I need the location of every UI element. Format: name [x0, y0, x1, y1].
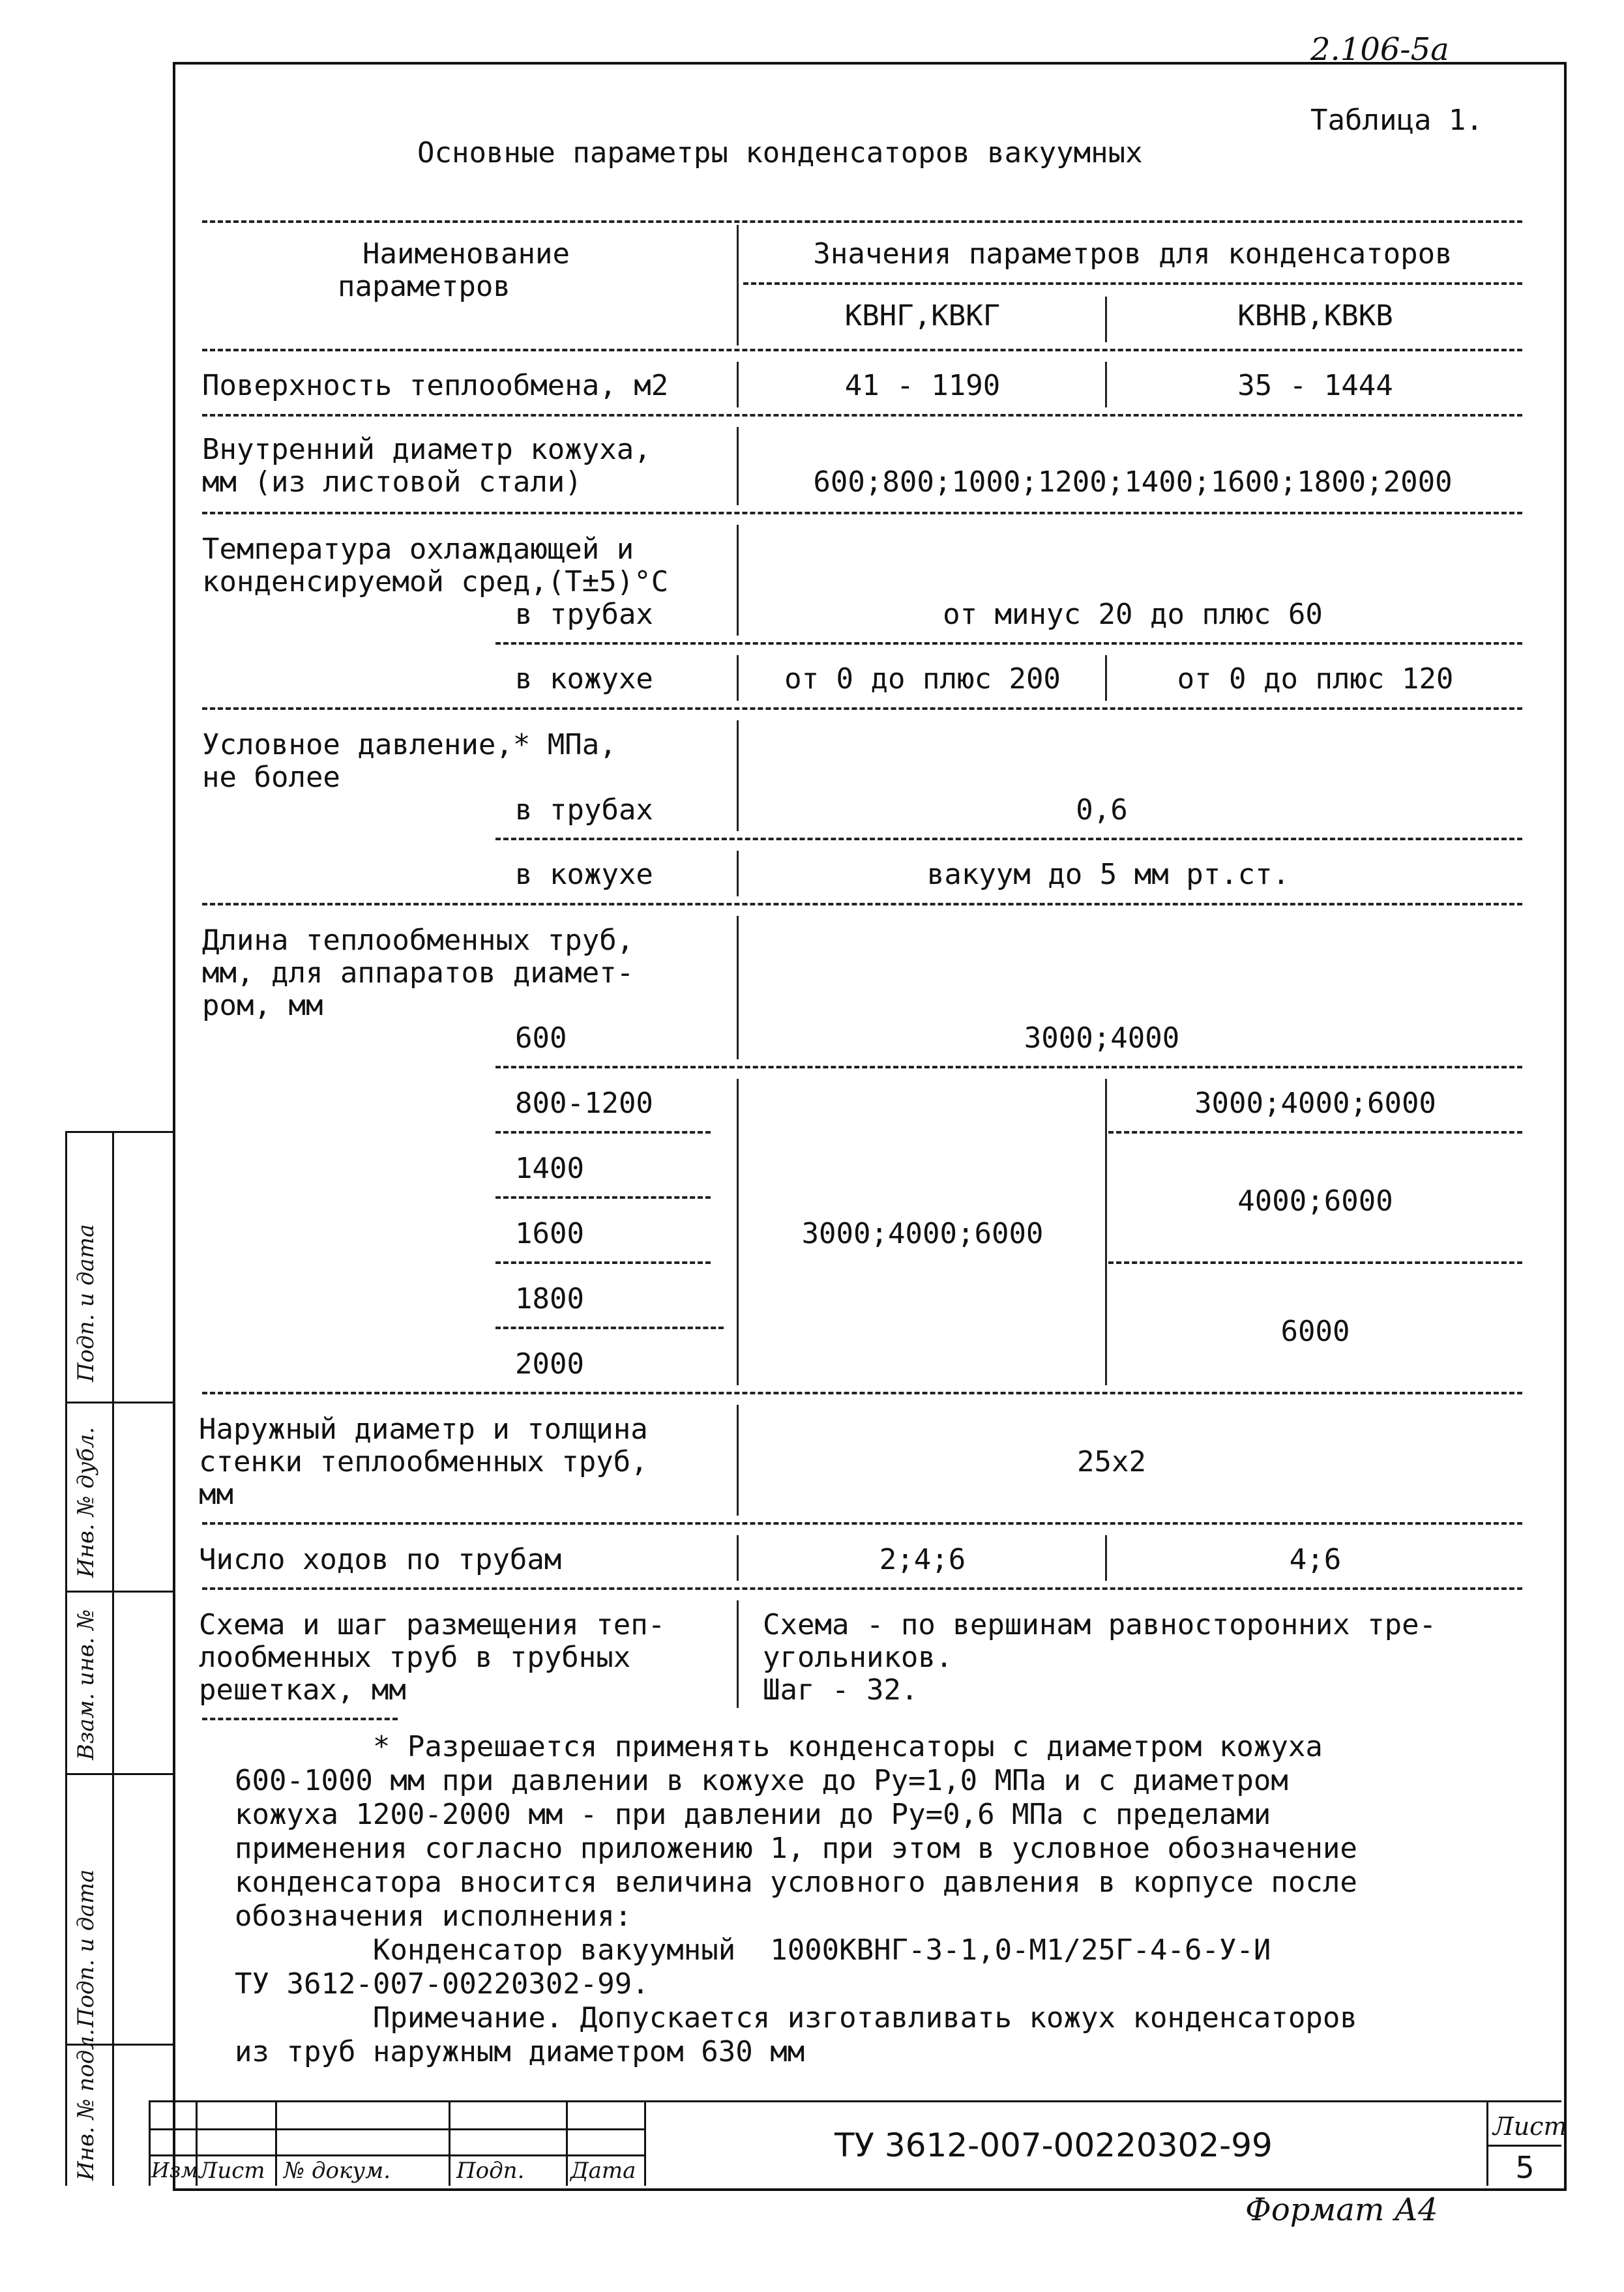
table-title: Основные параметры конденсаторов вакуумных	[417, 136, 1143, 169]
rule-len-600	[495, 1066, 1522, 1068]
surface-a: 41 - 1190	[844, 369, 1001, 402]
scheme-name-3: решетках, мм	[199, 1673, 406, 1707]
stamp-code: ТУ 3612-007-00220302-99	[834, 2126, 1273, 2164]
side-label-vzam-inv: Взам. инв. №	[73, 1609, 99, 1760]
rule-scheme-end	[202, 1718, 398, 1720]
col-divider-diameter	[737, 427, 739, 505]
len-d1600: 1600	[515, 1217, 584, 1250]
len-name-3: ром, мм	[202, 989, 323, 1022]
stamp-doc: № докум.	[284, 2158, 391, 2184]
stamp-col	[149, 2100, 151, 2186]
side-label-podp-data: Подп. и дата	[73, 1224, 99, 1382]
header-values: Значения параметров для конденсаторов	[813, 237, 1453, 271]
footnote-line-10: из труб наружным диаметром 630 мм	[235, 2035, 805, 2068]
footnote-line-3: кожуха 1200-2000 мм - при давлении до Ру=0,6 МПа с пределами	[235, 1798, 1271, 1831]
col-divider-passes-b	[1105, 1535, 1107, 1581]
press-tubes-value: 0,6	[1076, 793, 1128, 827]
press-shell-value: вакуум до 5 мм рт.ст.	[926, 858, 1290, 891]
col-divider-scheme	[737, 1600, 739, 1708]
len-a-value: 3000;4000;6000	[801, 1217, 1044, 1250]
footnote-line-5: конденсатора вносится величина условного давления в корпусе после	[235, 1866, 1357, 1899]
rule-len-end	[202, 1392, 1522, 1394]
stamp-top	[149, 2100, 1561, 2102]
rule-temp-tubes	[495, 642, 1522, 645]
scheme-value-3: Шаг - 32.	[763, 1673, 919, 1707]
rule-passes-end	[202, 1587, 1522, 1590]
footnote-line-9: Примечание. Допускается изготавливать кожух конденсаторов	[235, 2001, 1357, 2035]
rule-len-1800	[495, 1327, 724, 1329]
stamp-row	[149, 2128, 644, 2130]
temp-shell-label: в кожухе	[515, 662, 653, 696]
temp-name-2: конденсируемой сред,(Т±5)°С	[202, 565, 669, 598]
rule-header-sub	[743, 282, 1522, 285]
len-name-2: мм, для аппаратов диамет-	[202, 956, 634, 990]
passes-name: Число ходов по трубам	[199, 1543, 562, 1576]
len-b-800: 3000;4000;6000	[1194, 1087, 1436, 1120]
stamp-col	[275, 2100, 277, 2186]
scheme-name-1: Схема и шаг размещения теп-	[199, 1608, 666, 1641]
stamp-izm: Изм	[151, 2158, 198, 2182]
temp-tubes-label: в трубах	[515, 598, 653, 631]
stamp-row	[149, 2154, 644, 2156]
press-shell-label: в кожухе	[515, 858, 653, 891]
temp-name-1: Температура охлаждающей и	[202, 533, 634, 566]
footnote-line-2: 600-1000 мм при давлении в кожухе до Ру=1,0 МПа и с диаметром	[235, 1764, 1288, 1797]
rule-len-b800	[1108, 1131, 1522, 1134]
stamp-col	[644, 2100, 646, 2186]
press-name-1: Условное давление,* МПа,	[202, 728, 617, 761]
outer-name-1: Наружный диаметр и толщина	[199, 1413, 648, 1446]
col-divider-passes	[737, 1535, 739, 1581]
side-strip-left	[65, 1131, 67, 2186]
side-label-inv-podl: Инв. № подл.	[73, 2029, 99, 2181]
press-name-2: не более	[202, 761, 340, 794]
scheme-value-2: угольников.	[763, 1641, 953, 1674]
rule-len-1400	[495, 1196, 711, 1199]
side-divider	[65, 1773, 175, 1775]
len-d2000: 2000	[515, 1347, 584, 1381]
rule-press-tubes	[495, 838, 1522, 840]
col-divider-surface-b	[1105, 362, 1107, 407]
side-strip-mid	[112, 1131, 114, 2186]
diameter-value: 600;800;1000;1200;1400;1600;1800;2000	[813, 465, 1453, 499]
header-col-a: КВНГ,КВКГ	[844, 299, 1001, 332]
outer-name-3: мм	[199, 1478, 233, 1511]
stamp-sheet-label: Лист	[1493, 2112, 1567, 2141]
col-divider-press	[737, 720, 739, 831]
format-label: Формат А4	[1245, 2192, 1438, 2228]
footnote-line-6: обозначения исполнения:	[235, 1900, 632, 1933]
len-b-1400: 4000;6000	[1237, 1184, 1393, 1218]
footnote-line-8: ТУ 3612-007-00220302-99.	[235, 1967, 649, 2001]
col-divider-len	[737, 916, 739, 1059]
footnote-line-1: * Разрешается применять конденсаторы с диаметром кожуха	[235, 1730, 1323, 1763]
rule-temp-end	[202, 707, 1522, 710]
temp-shell-b: от 0 до плюс 120	[1177, 662, 1454, 696]
scheme-value-1: Схема - по вершинам равносторонних тре-	[763, 1608, 1437, 1641]
rule-len-1600	[495, 1261, 711, 1264]
len-name-1: Длина теплообменных труб,	[202, 924, 634, 957]
col-divider-len2-b	[1105, 1079, 1107, 1385]
footnote-line-7: Конденсатор вакуумный 1000КВНГ-3-1,0-М1/25Г-4-6-У-И	[235, 1933, 1271, 1967]
col-divider-temp2-b	[1105, 655, 1107, 701]
col-divider-temp	[737, 525, 739, 636]
diameter-name-1: Внутренний диаметр кожуха,	[202, 433, 651, 466]
stamp-data: Дата	[570, 2158, 636, 2184]
rule-surface-end	[202, 414, 1522, 417]
table-label: Таблица 1.	[1310, 104, 1483, 137]
temp-shell-a: от 0 до плюс 200	[784, 662, 1061, 696]
passes-b: 4;6	[1289, 1543, 1342, 1576]
scheme-name-2: лообменных труб в трубных	[199, 1641, 631, 1674]
len-d600: 600	[515, 1021, 567, 1055]
len-v600: 3000;4000	[1024, 1021, 1180, 1055]
col-divider-outer	[737, 1405, 739, 1516]
header-name-2: параметров	[338, 270, 510, 303]
surface-b: 35 - 1444	[1237, 369, 1393, 402]
rule-len-800	[495, 1131, 711, 1134]
outer-name-2: стенки теплообменных труб,	[199, 1445, 648, 1478]
stamp-sheet-row	[1486, 2145, 1561, 2147]
press-tubes-label: в трубах	[515, 793, 653, 827]
stamp-col	[566, 2100, 568, 2186]
stamp-list: Лист	[199, 2158, 265, 2184]
col-divider-surface	[737, 362, 739, 407]
col-divider-len2	[737, 1079, 739, 1385]
surface-name: Поверхность теплообмена, м2	[202, 369, 669, 402]
corner-code: 2.106-5а	[1310, 31, 1449, 68]
rule-len-b1600	[1108, 1261, 1522, 1264]
side-label-podp-data-2: Подп. и дата	[73, 1869, 99, 2027]
diameter-name-2: мм (из листовой стали)	[202, 465, 582, 499]
col-divider-header	[1105, 297, 1107, 342]
col-divider-temp2	[737, 655, 739, 701]
header-col-b: КВНВ,КВКВ	[1237, 299, 1393, 332]
rule-top	[202, 220, 1522, 223]
rule-press-end	[202, 903, 1522, 905]
len-d1800: 1800	[515, 1282, 584, 1315]
passes-a: 2;4;6	[879, 1543, 966, 1576]
stamp-sheet-no: 5	[1515, 2150, 1535, 2185]
side-strip-top	[65, 1131, 175, 1133]
side-label-inv-dubl: Инв. № дубл.	[73, 1427, 99, 1578]
col-divider-main	[737, 225, 739, 345]
temp-tubes-value: от минус 20 до плюс 60	[943, 598, 1323, 631]
col-divider-press2	[737, 851, 739, 896]
len-d800: 800-1200	[515, 1087, 653, 1120]
side-divider	[65, 1591, 175, 1593]
footnote-line-4: применения согласно приложению 1, при этом в условное обозначение	[235, 1832, 1357, 1865]
stamp-podp: Подп.	[456, 2158, 525, 2184]
rule-diameter-end	[202, 512, 1522, 514]
side-divider	[65, 1402, 175, 1403]
rule-header-end	[202, 349, 1522, 351]
rule-outer-end	[202, 1522, 1522, 1525]
outer-value: 25х2	[1077, 1445, 1146, 1478]
stamp-col	[449, 2100, 450, 2186]
header-name-1: Наименование	[362, 237, 570, 271]
len-d1400: 1400	[515, 1152, 584, 1185]
len-b-1800: 6000	[1280, 1315, 1350, 1348]
